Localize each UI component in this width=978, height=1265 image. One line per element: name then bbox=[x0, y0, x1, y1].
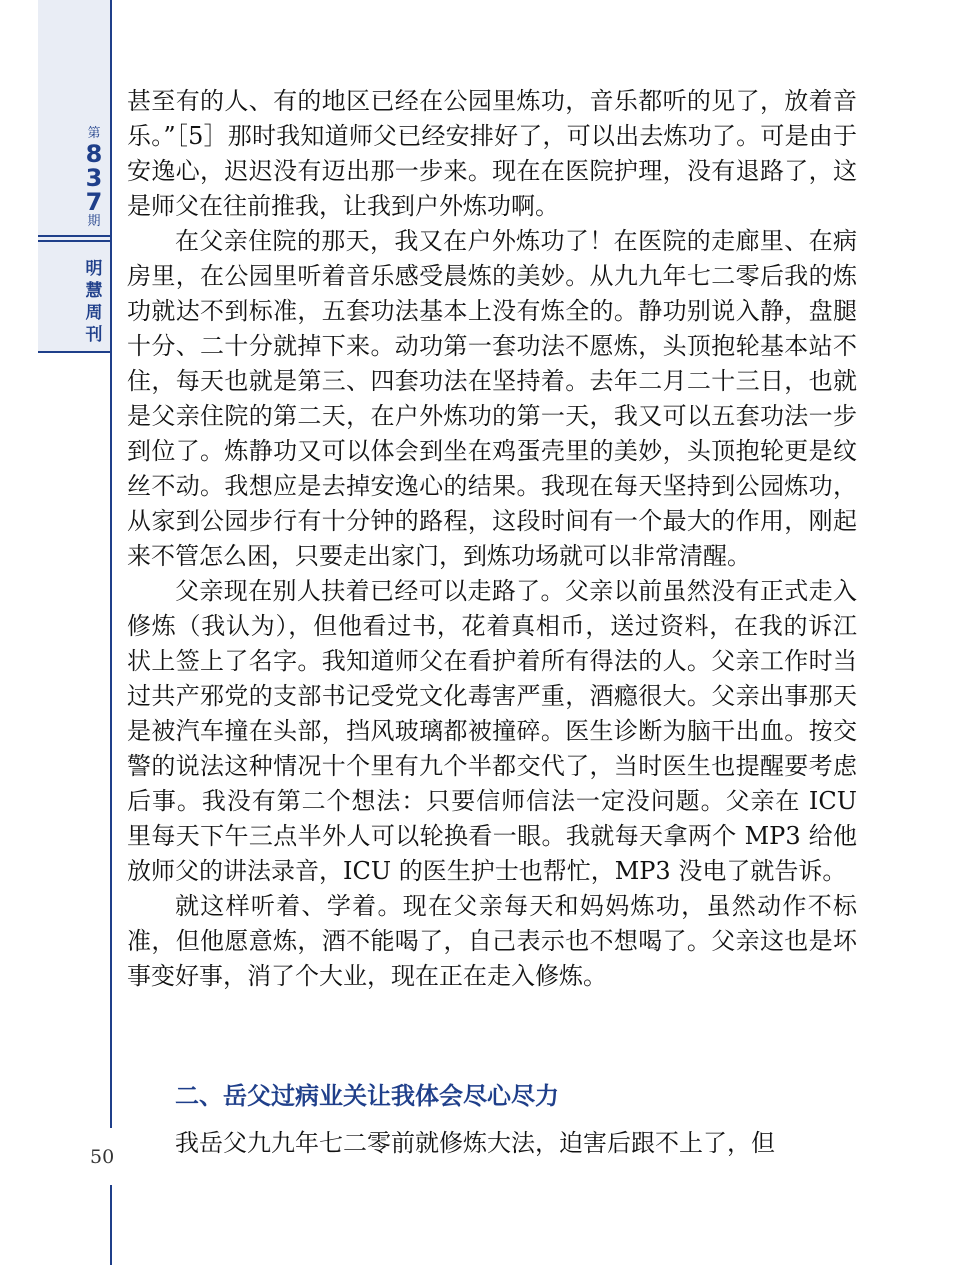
paragraph: 我岳父九九年七二零前就修炼大法，迫害后跟不上了，但 bbox=[175, 1129, 775, 1157]
section-heading: 二、岳父过病业关让我体会尽心尽力 bbox=[175, 1082, 559, 1110]
issue-digit: 7 bbox=[85, 188, 103, 216]
article-body-continued bbox=[127, 1126, 857, 1161]
issue-digit: 8 bbox=[85, 140, 103, 168]
page-number: 50 bbox=[90, 1146, 115, 1168]
paragraph: 甚至有的人、有的地区已经在公园里炼功，音乐都听的见了，放着音乐。”［5］那时我知道师父已经安排好了，可以出去炼功了。可是由于安逸心，迟迟没有迈出那一步来。现在在医院护理，没有退路了，这是师父在往前推我，让我到户外炼功啊。 bbox=[127, 87, 857, 220]
margin-line-lower bbox=[110, 1185, 112, 1265]
magazine-char: 刊 bbox=[85, 325, 103, 345]
magazine-rule bbox=[38, 351, 112, 353]
issue-rule-bottom bbox=[38, 240, 112, 242]
issue-label bbox=[75, 126, 113, 230]
paragraph: 就这样听着、学着。现在父亲每天和妈妈炼功，虽然动作不标准，但他愿意炼，酒不能喝了，自己表示也不想喝了。父亲这也是坏事变好事，消了个大业，现在正在走入修炼。 bbox=[127, 892, 857, 990]
paragraph: 父亲现在别人扶着已经可以走路了。父亲以前虽然没有正式走入修炼（我认为），但他看过书，花着真相币，送过资料，在我的诉江状上签上了名字。我知道师父在看护着所有得法的人。父亲工作时当过共产邪党的支部书记受党文化毒害严重，酒瘾很大。父亲出事那天是被汽车撞在头部，挡风玻璃都被撞碎。医生诊断为脑干出血。按交警的说法这种情况十个里有九个半都交代了，当时医生也提醒要考虑后事。我没有第二个想法：只要信师信法一定没问题。父亲在 ICU 里每天下午三点半外人可以轮换看一眼。我就每天拿两个 MP3 给他放师父的讲法录音，ICU 的医生护士也帮忙，MP3 没电了就告诉。 bbox=[127, 577, 857, 885]
issue-rule-top bbox=[38, 235, 112, 237]
issue-digit: 3 bbox=[85, 164, 103, 192]
magazine-char: 明 bbox=[85, 259, 103, 279]
article-body bbox=[127, 84, 857, 994]
issue-suffix: 期 bbox=[87, 214, 101, 229]
issue-prefix: 第 bbox=[87, 126, 101, 141]
paragraph: 在父亲住院的那天，我又在户外炼功了！在医院的走廊里、在病房里，在公园里听着音乐感受晨炼的美妙。从九九年七二零后我的炼功就达不到标准，五套功法基本上没有炼全的。静功别说入静，盘腿十分、二十分就掉下来。动功第一套功法不愿炼，头顶抱轮基本站不住，每天也就是第三、四套功法在坚持着。去年二月二十三日，也就是父亲住院的第二天，在户外炼功的第一天，我又可以五套功法一步到位了。炼静功又可以体会到坐在鸡蛋壳里的美妙，头顶抱轮更是纹丝不动。我想应是去掉安逸心的结果。我现在每天坚持到公园炼功，从家到公园步行有十分钟的路程，这段时间有一个最大的作用，刚起来不管怎么困，只要走出家门，到炼功场就可以非常清醒。 bbox=[127, 227, 857, 570]
magazine-name bbox=[78, 258, 110, 346]
magazine-char: 慧 bbox=[85, 281, 103, 301]
magazine-char: 周 bbox=[85, 303, 103, 323]
